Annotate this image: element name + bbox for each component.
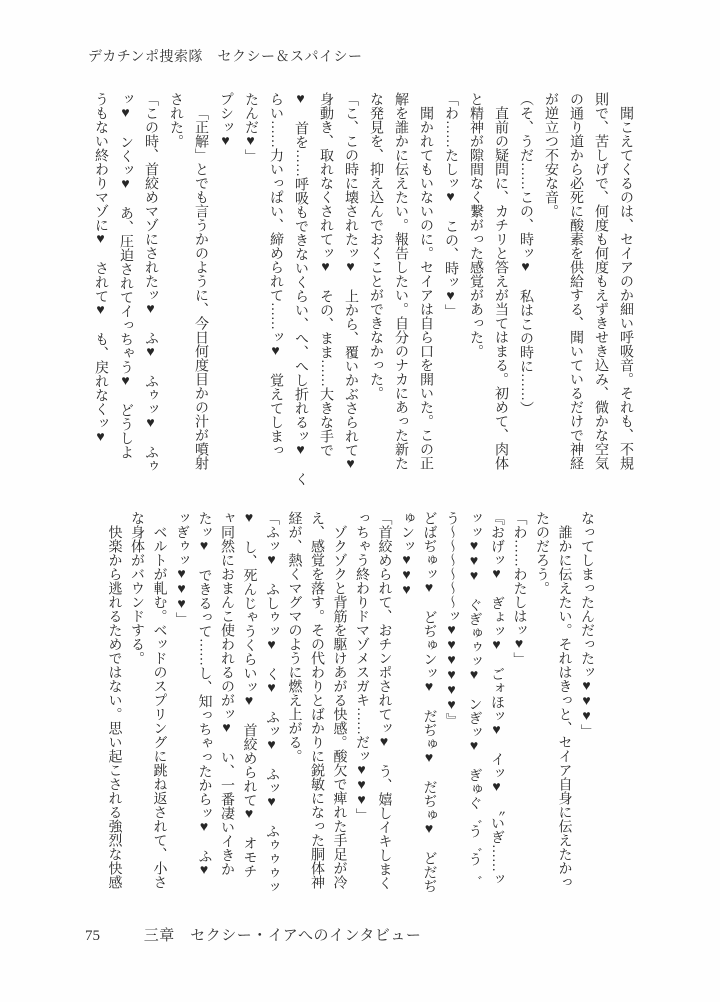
text-column: 「首絞められて、おチンポされてッ♥ う、嬉しイキしまく (376, 511, 392, 890)
text-column: 聞こえてくるのは、セイアのか細い呼吸音。それも、不規 (618, 106, 633, 470)
text-column: （そ、うだ……この、時ッ♥ 私はこの時に……） (518, 92, 533, 415)
text-column: と精神が隙間なく繋がった感覚があった。 (468, 92, 483, 358)
text-column: 聞かれてもいないのに。セイアは自ら口を開いた。この正 (418, 106, 433, 470)
text-column: ッッ♥♥♥ ぐぎゅゥッ♥ ンぎッ♥ ぎゅぐ゛う゛う゛ (466, 511, 482, 880)
text-column: 誰かに伝えたい。それはきっと、セイア自身に伝えたかっ (556, 525, 572, 889)
text-column: うもない終わりマゾに♥ されて♥ も、戻れなくッ♥ (93, 92, 108, 445)
page-number: 75 (85, 928, 100, 944)
text-column: たッ♥ できるって……し、知っちゃったからッ♥ ふ♥ (196, 511, 212, 878)
text-column: 快楽から逃れるためではない。思い起こされる強烈な快感 (106, 525, 122, 889)
text-column: なってしまったんだったッ♥♥♥」 (579, 511, 594, 738)
text-column: 経が、熱くマグマのように燃え上がる。 (286, 511, 302, 763)
text-column: な身体がバウンドする。 (129, 511, 144, 665)
text-column: 「ふッ♥ ふしゥッ♥ く♥ ふッ♥ ふッ♥ ふゥゥゥッ (264, 511, 279, 894)
text-column: の通り道から必死に酸素を供給する、聞いているだけで神経 (568, 92, 583, 470)
text-column: っちゃう終わりドマゾメスガキ……だッ♥♥♥」 (354, 511, 369, 822)
text-column: された。 (168, 92, 183, 148)
text-column: 則で、苦しげで、何度も何度もえずきせき込み、微かな空気 (593, 92, 608, 470)
page-footer (85, 924, 421, 945)
text-column: プシッ♥ (218, 92, 233, 149)
text-block-upper (88, 92, 638, 508)
text-column: 直前の疑問に、カチリと答えが当てはまる。初めて、肉体 (493, 106, 508, 470)
text-column: 「わ……たしッ♥ この、時ッ♥」 (443, 92, 458, 318)
text-column: が逆立つ不安な音。 (543, 92, 558, 218)
chapter-title: 三章 セクシー・イアへのインタビュー (143, 928, 422, 944)
text-column: ♥ し、死んじゃうくらいッ♥ 首絞められて♥ オモチ (241, 511, 257, 878)
text-column: ッぎゥッ♥♥♥」 (174, 511, 189, 626)
text-block-lower (102, 511, 597, 927)
text-column: たんだ♥」 (243, 92, 258, 163)
text-column: ゾクゾクと背筋を駆けあがる快感。酸欠で痺れた手足が冷 (331, 525, 347, 889)
text-column: え、感覚を落す。その代わりとばかりに鋭敏になった胴体神 (309, 511, 324, 889)
text-column: 「正解」とでも言うかのように、今日何度目かの汁が噴射 (193, 106, 208, 470)
text-column: ャ同然におまんこ使われるのがッ♥ い、一番凄いイきか (219, 511, 234, 876)
text-column: う～～～～～～ッ♥♥♥♥♥♥』 (444, 511, 459, 727)
text-column: ベルトが軋む。ベッドのスプリングに跳ね返されて、小さ (151, 525, 167, 889)
text-column: 「わ……わたしはッ♥」 (511, 511, 527, 666)
text-column: ッ♥ ンくッ♥ あ、圧迫されてイっちゃう♥ どうしよ (118, 92, 133, 459)
text-column: 「この時、首絞めマゾにされたッ♥ ふ♥ ふゥッ♥ ふゥ (143, 92, 158, 473)
text-column: 「こ、この時に壊されたッ♥ 上から、覆いかぶさられて♥ (343, 92, 358, 472)
text-column: 解を誰かに伝えたい。報告したい。自分のナカにあった新た (393, 92, 408, 470)
text-column: たのだろう。 (534, 511, 549, 595)
text-column: 『おげッ♥ ぎょッ♥ ごォほッ♥ イッ♥ 〝いぎ……ッ (489, 511, 504, 886)
text-column: らい……力いっぱい、締められて……ッ♥ 覚えてしまっ (268, 92, 283, 457)
running-header-title: デカチンポ捜索隊 セクシー＆スパイシー (88, 50, 363, 65)
text-column: ゅンッ♥♥♥ (399, 511, 414, 598)
text-column: ♥ 首を……呼吸もできないくらい、へ、へし折れるッ♥ く (293, 92, 308, 486)
text-column: な発見を、抑え込んでおくことができなかった。 (368, 92, 383, 400)
text-column: 身動き、取れなくされてッ♥ その、まま……大きな手で (318, 92, 333, 457)
text-column: どばぢゅッ♥ どぢゅンッ♥ だぢゅ♥ だぢゅ♥ どだぢ (421, 511, 437, 893)
